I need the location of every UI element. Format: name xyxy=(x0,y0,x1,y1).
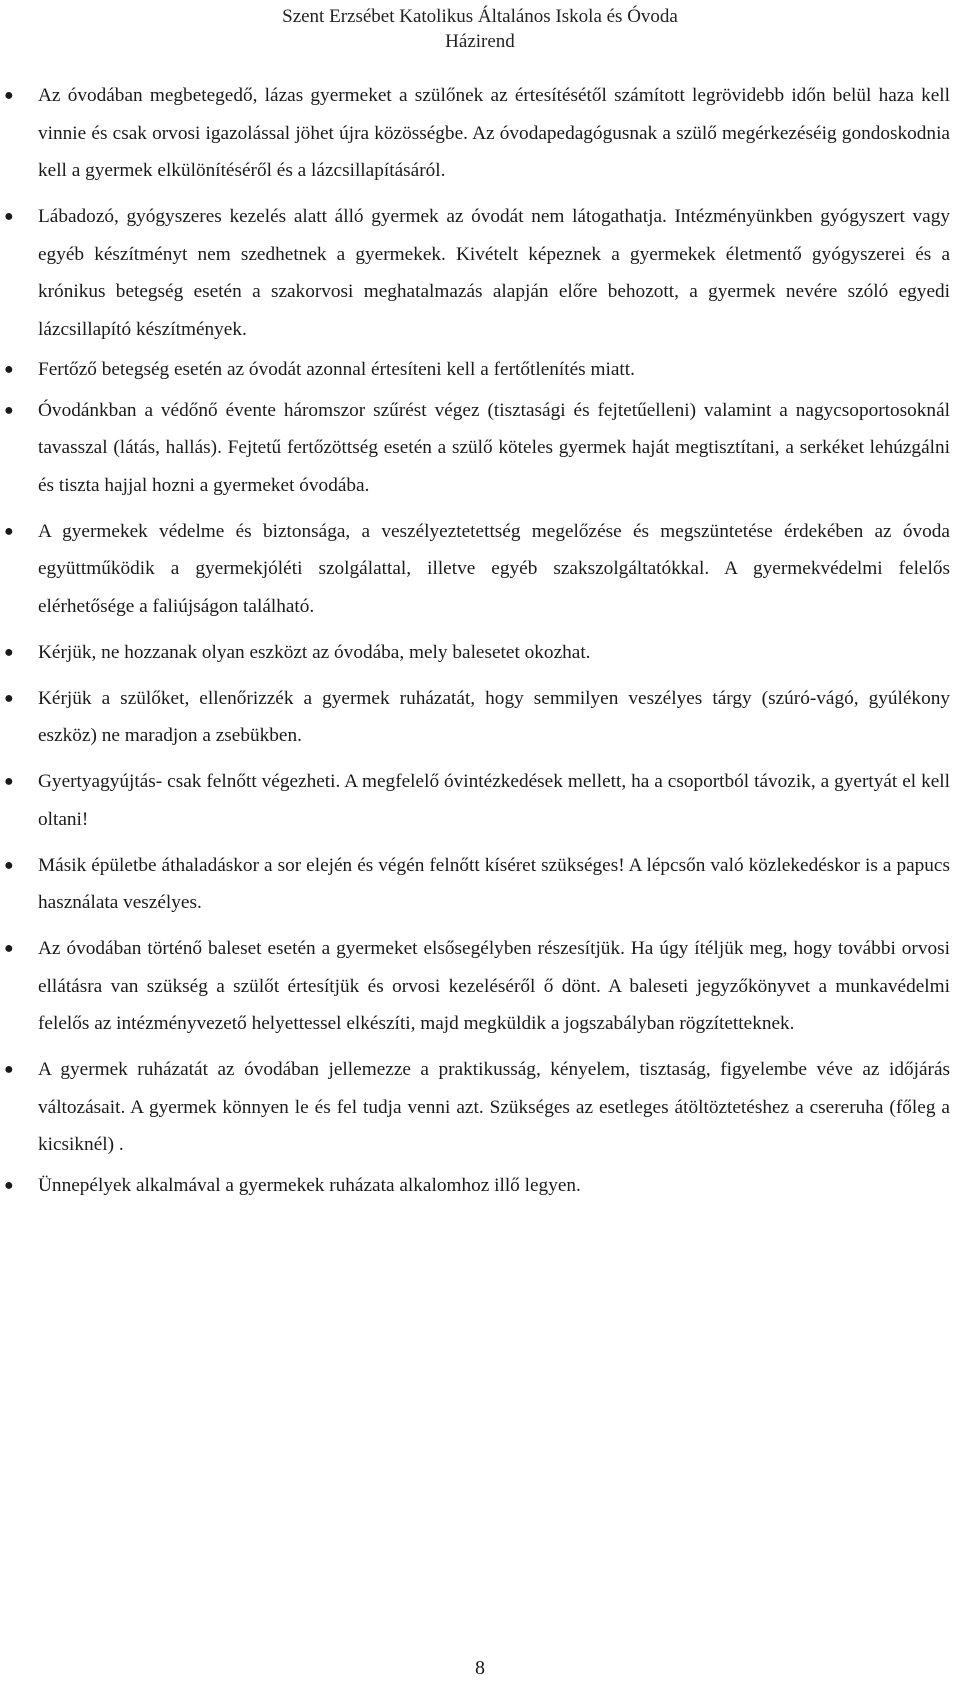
document-title: Házirend xyxy=(445,31,515,52)
list-item xyxy=(0,198,960,348)
list-item-text: Kérjük a szülőket, ellenőrizzék a gyermek ruházatát, hogy semmilyen veszélyes tárgy (szúró-vágó, gyúlékony eszköz) ne maradjon a zsebükben. xyxy=(38,687,950,746)
list-item-text: Az óvodában történő baleset esetén a gyermeket elsősegélyben részesítjük. Ha úgy ítéljük meg, hogy további orvosi ellátásra van szükség a szülőt értesítjük és orvosi kezeléséről ő dönt. A baleseti jegyzőkönyvet a munkavédelmi felelős az intézményvezető helyettessel elkészíti, majd megküldik a jogszabályban rögzítetteknek. xyxy=(38,938,950,1034)
bullet-icon: ● xyxy=(4,773,14,790)
list-item xyxy=(0,77,960,190)
list-item-text: A gyermek ruházatát az óvodában jellemezze a praktikusság, kényelem, tisztaság, figyelembe véve az időjárás változásait. A gyermek könnyen le és fel tudja venni azt. Szükséges az esetleges átöltöztetéshez a csereruha (főleg a kicsiknél) . xyxy=(38,1059,950,1155)
list-item xyxy=(0,1167,960,1205)
list-item-text: Ünnepélyek alkalmával a gyermekek ruházata alkalomhoz illő legyen. xyxy=(38,1174,581,1196)
bullet-icon: ● xyxy=(4,1061,14,1078)
bullet-icon: ● xyxy=(4,87,14,104)
bullet-icon: ● xyxy=(4,522,14,540)
list-item xyxy=(0,351,960,389)
list-item xyxy=(0,1051,960,1164)
list-item-text: Fertőző betegség esetén az óvodát azonnal értesíteni kell a fertőtlenítés miatt. xyxy=(38,359,635,380)
school-name: Szent Erzsébet Katolikus Általános Iskola és Óvoda xyxy=(282,6,678,27)
bullet-icon: ● xyxy=(4,940,14,957)
list-item xyxy=(0,930,960,1043)
list-item-text: Az óvodában megbetegedő, lázas gyermeket a szülőnek az értesítésétől számított legrövidebb időn belül haza kell vinnie és csak orvosi igazolással jöhet újra közösségbe. Az óvodapedagógusnak a szülő megérkezéséig gondoskodnia kell a gyermek elkülönítéséről és a lázcsillapításáról. xyxy=(38,85,950,181)
list-item xyxy=(0,763,960,838)
rules-list xyxy=(0,77,960,1213)
list-item xyxy=(0,392,960,505)
list-item xyxy=(0,634,960,672)
list-item-text: Kérjük, ne hozzanak olyan eszközt az óvodába, mely balesetet okozhat. xyxy=(38,641,591,663)
list-item-text: Óvodánkban a védőnő évente háromszor szűrést végez (tisztasági és fejtetűelleni) valamint a nagycsoportosoknál tavasszal (látás, hallás). Fejtetű fertőzöttség esetén a szülő köteles gyermek haját megtisztítani, a serkéket lehúzgálni és tiszta hajjal hozni a gyermeket óvodába. xyxy=(38,399,950,496)
bullet-icon: ● xyxy=(4,689,14,707)
bullet-icon: ● xyxy=(4,856,14,874)
list-item xyxy=(0,680,960,755)
list-item-text: Lábadozó, gyógyszeres kezelés alatt álló gyermek az óvodát nem látogathatja. Intézményünkben gyógyszert vagy egyéb készítményt nem szedhetnek a gyermekek. Kivételt képeznek a gyermekek életmentő gyógyszerei és a krónikus betegség esetén a szakorvosi meghatalmazás alapján előre behozott, a gyermek nevére szóló egyedi lázcsillapító készítmények. xyxy=(38,206,950,340)
bullet-icon: ● xyxy=(4,401,14,419)
bullet-icon: ● xyxy=(4,361,14,378)
list-item xyxy=(0,847,960,922)
page-number: 8 xyxy=(475,1657,485,1679)
bullet-icon: ● xyxy=(4,643,14,661)
list-item-text: Másik épületbe áthaladáskor a sor elején és végén felnőtt kíséret szükséges! A lépcsőn való közlekedéskor is a papucs használata veszélyes. xyxy=(38,854,950,913)
list-item-text: A gyermekek védelme és biztonsága, a veszélyeztetettség megelőzése és megszüntetése érdekében az óvoda együttműködik a gyermekjóléti szolgálattal, illetve egyéb szakszolgáltatókkal. A gyermekvédelmi felelős elérhetősége a faliújságon található. xyxy=(38,520,950,617)
bullet-icon: ● xyxy=(4,208,14,225)
bullet-icon: ● xyxy=(4,1176,14,1194)
page-header xyxy=(0,4,960,54)
list-item-text: Gyertyagyújtás- csak felnőtt végezheti. A megfelelő óvintézkedések mellett, ha a csoportból távozik, a gyertyát el kell oltani! xyxy=(38,771,950,830)
list-item xyxy=(0,513,960,626)
